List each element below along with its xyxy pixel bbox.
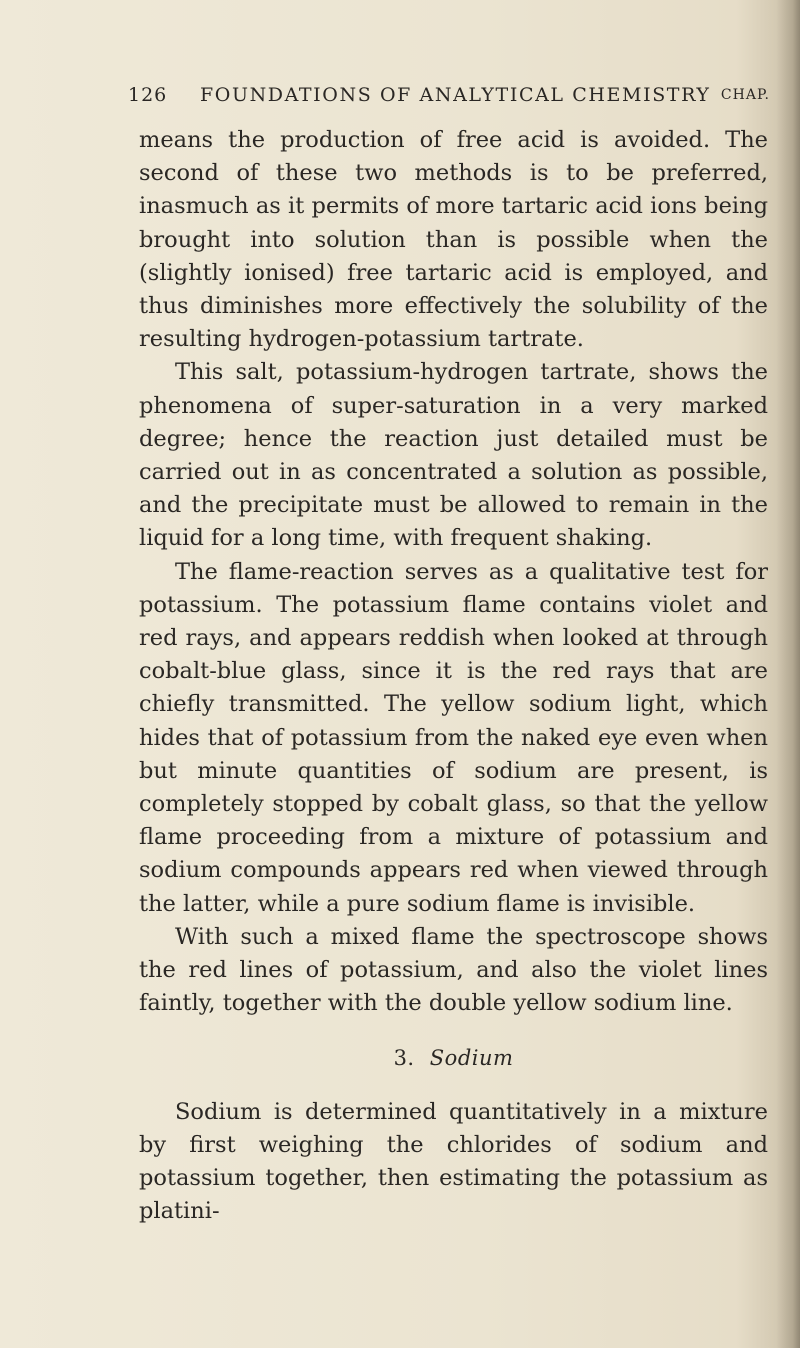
chapter-label: CHAP. (720, 87, 770, 103)
section-number: 3. (393, 1046, 415, 1071)
paragraph-continued: means the production of free acid is avoided. The second of these two methods is to be preferred, inasmuch as it permits of more tartaric acid ions being brought into solution than is possible when the (slightly ionised) free tartaric acid is employed, and thus diminishes more effectively the solubility of the resulting hydrogen-potassium tartrate. (139, 127, 768, 353)
body-text (139, 124, 768, 1229)
running-header (128, 84, 770, 114)
page-edge-shadow (776, 0, 800, 1348)
book-title: FOUNDATIONS OF ANALYTICAL CHEMISTRY (200, 84, 711, 106)
paragraph-supersaturation: This salt, potassium-hydrogen tartrate, shows the phenomena of super-saturation in a very marked degree; hence the reaction just detailed must be carried out in as concentrated a solution as possible, and the precipitate must be allowed to remain in the liquid for a long time, with frequent shaking. (139, 359, 768, 552)
paragraph-spectroscope: With such a mixed flame the spectroscope shows the red lines of potassium, and also the violet lines faintly, together with the double yellow sodium line. (139, 923, 768, 1017)
paragraph-flame-reaction: The flame-reaction serves as a qualitative test for potassium. The potassium flame contains violet and red rays, and appears reddish when looked at through cobalt-blue glass, since it is the red rays that are chiefly transmitted. The yellow sodium light, which hides that of potassium from the naked eye even when but minute quantities of sodium are present, is completely stopped by cobalt glass, so that the yellow flame proceeding from a mixture of potassium and sodium compounds appears red when viewed through the latter, while a pure sodium flame is invisible. (139, 558, 768, 917)
page-number: 126 (128, 84, 168, 106)
section-title: Sodium (429, 1046, 514, 1071)
paragraph-sodium: Sodium is determined quantitatively in a mixture by first weighing the chlorides of sodium and potassium together, then estimating the potassium as platini- (139, 1098, 768, 1225)
section-heading (139, 1042, 768, 1075)
